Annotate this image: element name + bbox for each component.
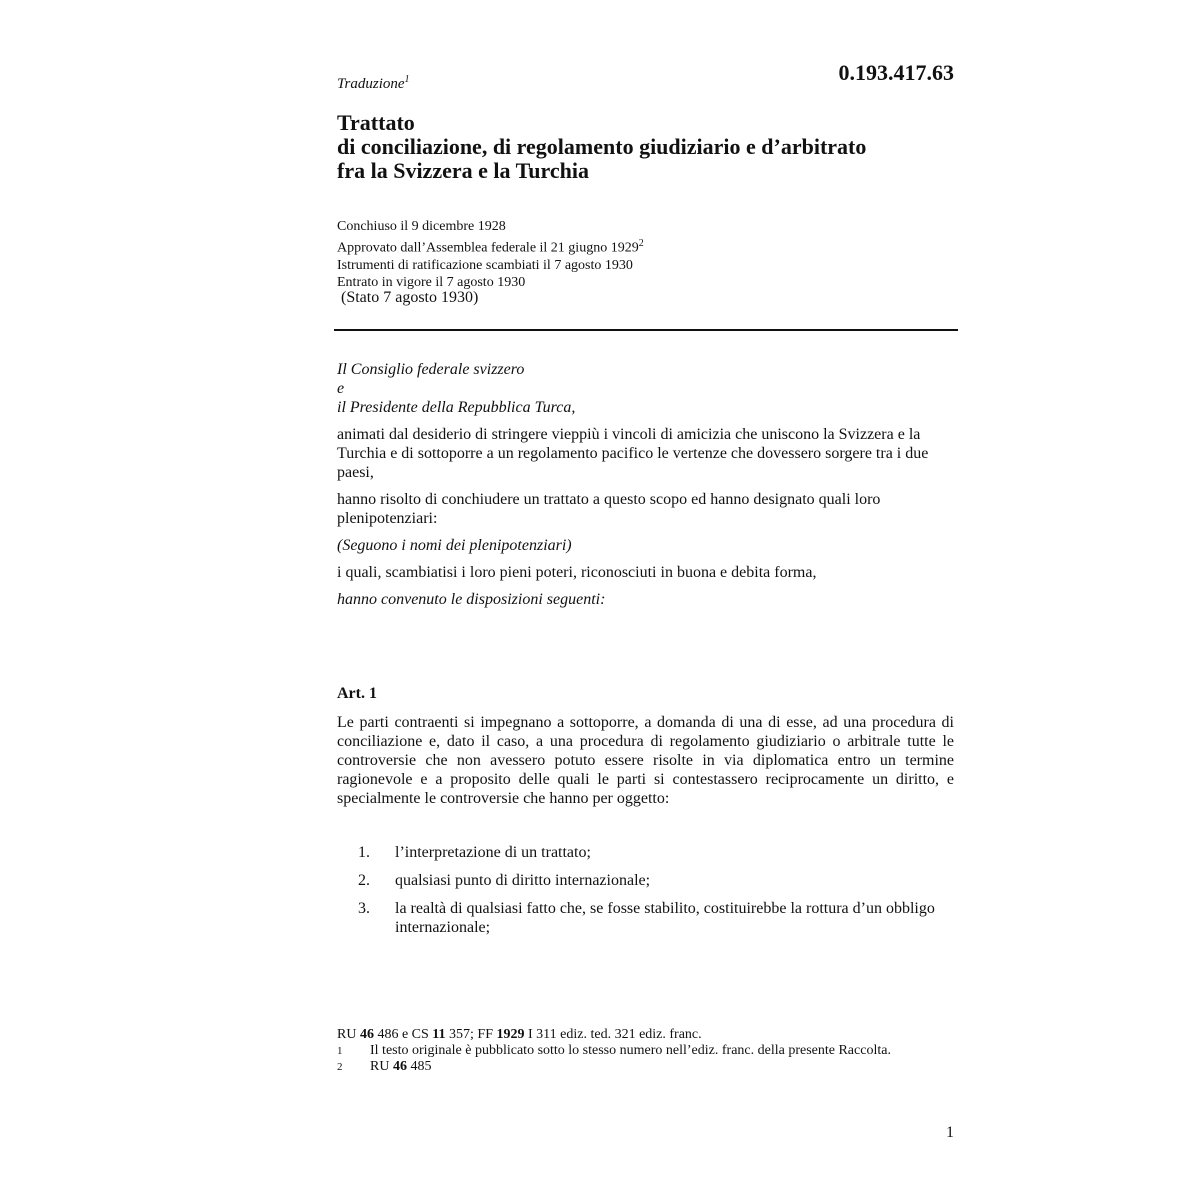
concluded-date: Conchiuso il 9 dicembre 1928 [337,219,506,234]
ratification-date: Istrumenti di ratificazione scambiati il 7 agosto 1930 [337,257,633,273]
list-item [337,843,954,862]
footnote-1 [337,1043,954,1059]
title-line-1: Trattato [337,110,415,135]
list-item-number: 3. [358,900,370,917]
article-1-heading: Art. 1 [337,685,377,702]
party-conjunction: e [337,380,345,397]
status-date: (Stato 7 agosto 1930) [341,289,479,306]
footnote-ref-1[interactable]: 1 [404,74,410,85]
source-reference: RU 46 486 e CS 11 357; FF 1929 I 311 ediz. ted. 321 ediz. franc. [337,1027,702,1042]
title-line-2: di conciliazione, di regolamento giudiziario e d’arbitrato [337,134,867,159]
title-line-3: fra la Svizzera e la Turchia [337,158,589,183]
footnote-text: Il testo originale è pubblicato sotto lo stesso numero nell’ediz. franc. della presente Raccolta. [370,1043,891,1058]
page-number: 1 [946,1124,954,1141]
preamble-paragraph-1: animati dal desiderio di stringere vieppiù i vincoli di amicizia che uniscono la Svizzera e la Turchia e di sottoporre a un regolamento pacifico le vertenze che dovessero sorgere tra i due paesi, [337,426,929,481]
article-1-list [337,843,954,946]
header-divider [334,329,958,331]
article-1-body: Le parti contraenti si impegnano a sottoporre, a domanda di una di esse, ad una procedura di conciliazione e, dato il caso, a una procedura di regolamento giudiziario o arbitrale tutte le controversie che non avessero potuto essere risolte in via diplomatica entro un termine ragionevole e a proposito delle quali le parti si contestassero reciprocamente un diritto, e specialmente le controversie che hanno per oggetto: [337,714,954,807]
in-force-date: Entrato in vigore il 7 agosto 1930 [337,274,526,290]
footnote-text: RU 46 485 [370,1059,432,1074]
document-number: 0.193.417.63 [838,60,954,85]
preamble [337,360,954,609]
list-item-number: 2. [358,872,370,889]
preamble-paragraph-2: hanno risolto di conchiudere un trattato a questo scopo ed hanno designato quali loro plenipotenziari: [337,491,881,527]
list-item [337,871,954,890]
plenipotentiaries-note: (Seguono i nomi dei plenipotenziari) [337,537,572,554]
footnote-number: 1 [337,1045,343,1057]
list-item-text: la realtà di qualsiasi fatto che, se fosse stabilito, costituirebbe la rottura d’un obbligo internazionale; [395,900,935,936]
footnote-number: 2 [337,1061,343,1073]
document-title [337,111,866,183]
approved-date: Approvato dall’Assemblea federale il 21 giugno 1929$^2$ [337,238,644,256]
footnote-2 [337,1059,954,1075]
treaty-metadata [337,218,644,291]
preamble-paragraph-4: hanno convenuto le disposizioni seguenti: [337,591,606,608]
list-item-text: l’interpretazione di un trattato; [395,844,591,861]
party-1: Il Consiglio federale svizzero [337,361,525,378]
preamble-paragraph-3: i quali, scambiatisi i loro pieni poteri, riconosciuti in buona e debita forma, [337,564,817,581]
footnotes [337,1027,954,1075]
party-2: il Presidente della Repubblica Turca, [337,399,576,416]
footnote-ref-2[interactable]: 2 [638,238,644,249]
list-item-number: 1. [358,844,370,861]
list-item-text: qualsiasi punto di diritto internazionale; [395,872,651,889]
list-item [337,899,954,937]
translation-label: Traduzione$^1$ [337,74,410,92]
